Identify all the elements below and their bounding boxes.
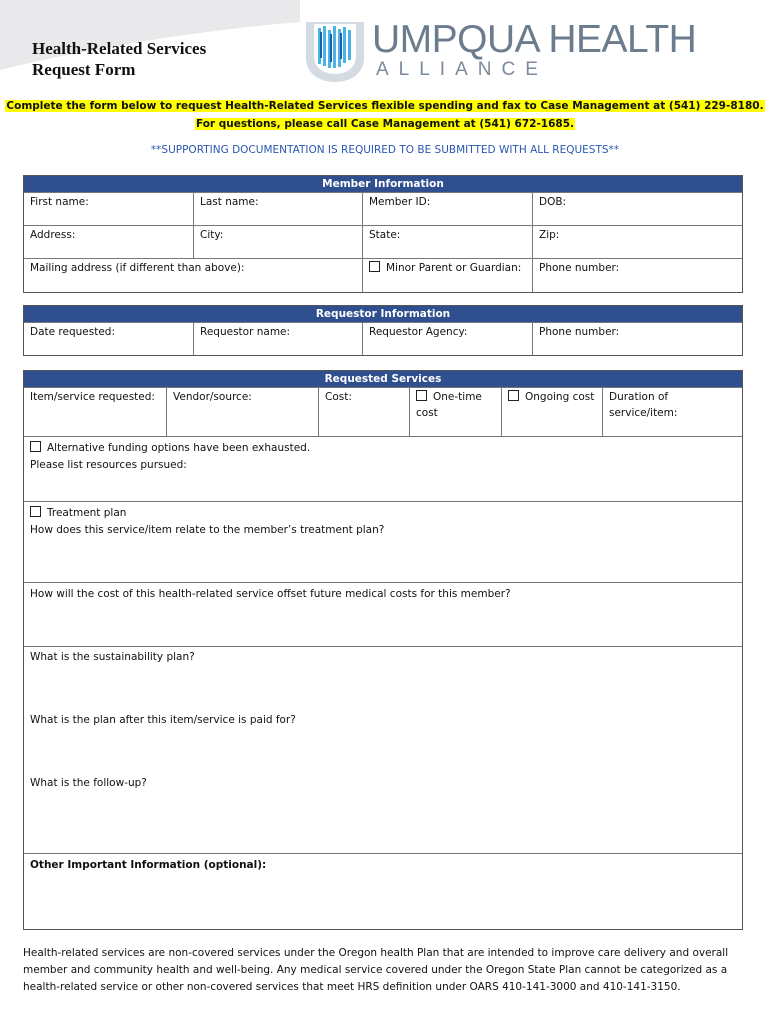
- supporting-docs-notice: **SUPPORTING DOCUMENTATION IS REQUIRED TO BE SUBMITTED WITH ALL REQUESTS**: [150, 144, 620, 156]
- requestor-name-label: Requestor name:: [200, 326, 291, 338]
- member-row-2: [24, 225, 742, 258]
- requestor-name-field[interactable]: [193, 323, 362, 355]
- treatment-plan-checkbox[interactable]: [30, 506, 41, 517]
- member-id-field[interactable]: [362, 193, 532, 225]
- state-label: State:: [369, 229, 401, 241]
- member-row-3: [24, 258, 742, 292]
- requested-services-heading: Requested Services: [24, 371, 742, 387]
- cost-offset-question: How will the cost of this health-related service offset future medical costs for this member?: [30, 588, 511, 600]
- form-title-line2: Request Form: [32, 60, 136, 79]
- requestor-row: [24, 322, 742, 355]
- date-requested-field[interactable]: [24, 323, 193, 355]
- last-name-label: Last name:: [200, 196, 259, 208]
- item-service-field[interactable]: [24, 388, 166, 436]
- item-service-label: Item/service requested:: [30, 391, 155, 403]
- sustainability-question: What is the sustainability plan?: [30, 651, 195, 663]
- requestor-agency-field[interactable]: [362, 323, 532, 355]
- requested-services-section: [23, 370, 743, 930]
- member-phone-label: Phone number:: [539, 262, 620, 274]
- footer-disclaimer: Health-related services are non-covered services under the Oregon health Plan that are intended to improve care delivery and overall member and community health and well-being. Any medical service covered under the Oregon State Plan cannot be categorized as a health-related service or other non-covered services that meet HRS definition under OARS 410-141-3000 and 410-141-3150.: [23, 947, 729, 993]
- member-row-1: [24, 192, 742, 225]
- minor-parent-checkbox[interactable]: [369, 261, 380, 272]
- form-title: [32, 38, 206, 80]
- first-name-label: First name:: [30, 196, 89, 208]
- member-phone-field[interactable]: [532, 259, 742, 292]
- after-payment-question: What is the plan after this item/service is paid for?: [30, 714, 296, 726]
- duration-label-1: Duration of: [609, 391, 669, 403]
- ongoing-cost-option[interactable]: [501, 388, 602, 436]
- services-row: [24, 387, 742, 436]
- city-field[interactable]: [193, 226, 362, 258]
- resources-pursued-label: Please list resources pursued:: [30, 459, 187, 471]
- treatment-plan-question: How does this service/item relate to the member’s treatment plan?: [30, 524, 385, 536]
- one-time-cost-option[interactable]: [409, 388, 501, 436]
- first-name-field[interactable]: [24, 193, 193, 225]
- mailing-address-label: Mailing address (if different than above):: [30, 262, 245, 274]
- address-field[interactable]: [24, 226, 193, 258]
- requestor-agency-label: Requestor Agency:: [369, 326, 468, 338]
- one-time-cost-checkbox[interactable]: [416, 390, 427, 401]
- umpqua-logo: [302, 18, 697, 84]
- form-title-line1: Health-Related Services: [32, 39, 207, 58]
- member-information-section: [23, 175, 743, 293]
- minor-parent-label: Minor Parent or Guardian:: [386, 262, 522, 274]
- cost-offset-block[interactable]: [24, 582, 742, 646]
- member-id-label: Member ID:: [369, 196, 431, 208]
- other-information-label: Other Important Information (optional):: [30, 859, 267, 871]
- cost-field[interactable]: [318, 388, 409, 436]
- plans-block[interactable]: [24, 646, 742, 853]
- requestor-phone-field[interactable]: [532, 323, 742, 355]
- mailing-address-field[interactable]: [24, 259, 362, 292]
- date-requested-label: Date requested:: [30, 326, 116, 338]
- treatment-plan-block[interactable]: [24, 501, 742, 582]
- one-time-label-2: cost: [416, 407, 438, 419]
- zip-field[interactable]: [532, 226, 742, 258]
- vendor-source-field[interactable]: [166, 388, 318, 436]
- city-label: City:: [200, 229, 224, 241]
- other-information-block[interactable]: [24, 853, 742, 931]
- member-information-heading: Member Information: [24, 176, 742, 192]
- logo-name: UMPQUA HEALTH: [372, 18, 697, 61]
- alternative-funding-block[interactable]: [24, 436, 742, 501]
- instructions: [0, 97, 770, 133]
- address-label: Address:: [30, 229, 76, 241]
- minor-parent-field[interactable]: [362, 259, 532, 292]
- requestor-information-section: [23, 305, 743, 356]
- ongoing-cost-checkbox[interactable]: [508, 390, 519, 401]
- treatment-plan-label: Treatment plan: [47, 507, 127, 519]
- umpqua-logo-mark-icon: [302, 18, 368, 84]
- one-time-label-1: One-time: [433, 391, 482, 403]
- dob-field[interactable]: [532, 193, 742, 225]
- ongoing-cost-label: Ongoing cost: [525, 391, 595, 403]
- instructions-line1: Complete the form below to request Health-Related Services flexible spending and fax to Case Management at (541) 229-8180.: [6, 100, 764, 112]
- vendor-source-label: Vendor/source:: [173, 391, 252, 403]
- instructions-line2: For questions, please call Case Management at (541) 672-1685.: [195, 118, 575, 130]
- follow-up-question: What is the follow-up?: [30, 777, 147, 789]
- requestor-information-heading: Requestor Information: [24, 306, 742, 322]
- duration-label-2: service/item:: [609, 407, 678, 419]
- requestor-phone-label: Phone number:: [539, 326, 620, 338]
- logo-tagline: ALLIANCE: [376, 59, 548, 80]
- state-field[interactable]: [362, 226, 532, 258]
- alternative-funding-checkbox[interactable]: [30, 441, 41, 452]
- alternative-funding-label: Alternative funding options have been exhausted.: [47, 442, 311, 454]
- cost-label: Cost:: [325, 391, 352, 403]
- dob-label: DOB:: [539, 196, 567, 208]
- last-name-field[interactable]: [193, 193, 362, 225]
- duration-field[interactable]: [602, 388, 742, 436]
- zip-label: Zip:: [539, 229, 560, 241]
